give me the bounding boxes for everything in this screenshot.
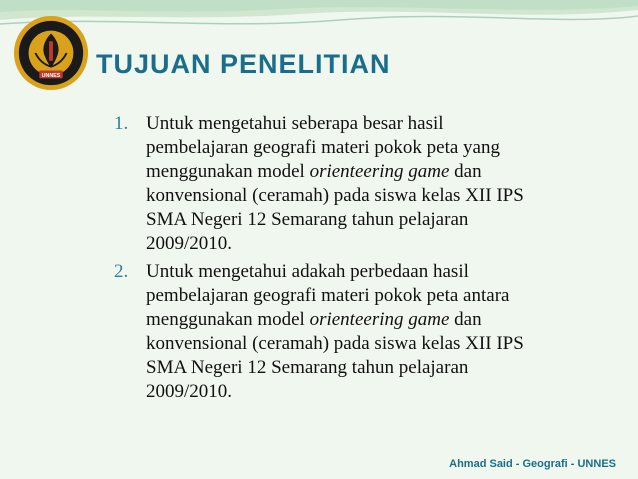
objective-text-line: konvensional (ceramah) pada siswa kelas XII IPS bbox=[146, 185, 524, 206]
text-segment: dan bbox=[449, 161, 482, 182]
objective-text-line: pembelajaran geografi materi pokok peta yang bbox=[146, 137, 500, 158]
text-segment: dan bbox=[449, 309, 482, 330]
objective-item bbox=[114, 260, 594, 404]
footer-credit: Ahmad Said - Geografi - UNNES bbox=[449, 458, 616, 470]
objective-text-line: Untuk mengetahui seberapa besar hasil bbox=[146, 113, 444, 134]
italic-term: orienteering game bbox=[309, 161, 450, 182]
objectives-list bbox=[114, 112, 594, 408]
slide-title: TUJUAN PENELITIAN bbox=[96, 49, 391, 79]
objective-item bbox=[114, 112, 594, 256]
objective-text-line bbox=[146, 160, 594, 184]
objective-text-line: konvensional (ceramah) pada siswa kelas XII IPS bbox=[146, 333, 524, 354]
objective-text-line: SMA Negeri 12 Semarang tahun pelajaran bbox=[146, 209, 469, 230]
objective-text-line: pembelajaran geografi materi pokok peta antara bbox=[146, 285, 510, 306]
text-segment: menggunakan model bbox=[146, 161, 310, 182]
list-number: 2. bbox=[114, 261, 129, 282]
objective-text-line: 2009/2010. bbox=[146, 233, 233, 254]
logo-label: UNNES bbox=[41, 72, 61, 79]
objective-text-line: Untuk mengetahui adakah perbedaan hasil bbox=[146, 261, 469, 282]
italic-term: orienteering game bbox=[309, 309, 450, 330]
unnes-logo-icon bbox=[12, 14, 90, 92]
objective-text-line: 2009/2010. bbox=[146, 381, 233, 402]
objective-text-line: SMA Negeri 12 Semarang tahun pelajaran bbox=[146, 357, 469, 378]
list-number: 1. bbox=[114, 113, 129, 134]
decorative-wave-band bbox=[0, 0, 638, 38]
objective-text-line bbox=[146, 308, 594, 332]
text-segment: menggunakan model bbox=[146, 309, 310, 330]
